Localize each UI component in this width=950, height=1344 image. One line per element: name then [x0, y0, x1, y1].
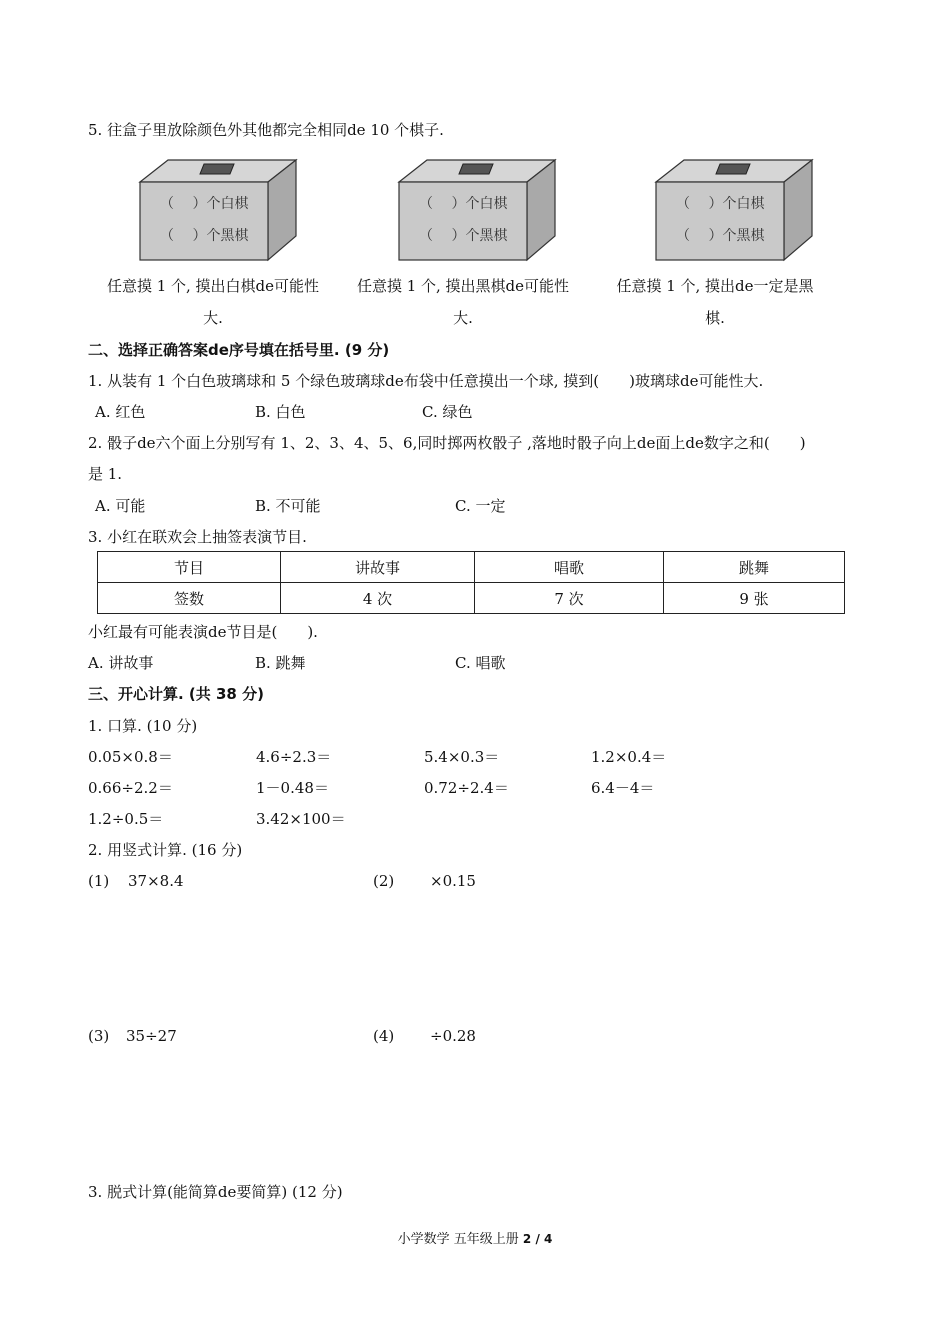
oral-item: 0.72÷2.4＝	[424, 779, 509, 797]
s2-q3-text: 3. 小红在联欢会上抽签表演节目.	[88, 528, 307, 546]
box3-white-label: （ ）个白棋	[676, 196, 765, 212]
page-number: 2 / 4	[522, 1232, 553, 1246]
box1-black-label: （ ）个黑棋	[160, 228, 249, 244]
oral-item: 0.66÷2.2＝	[88, 779, 173, 797]
table-row	[98, 583, 845, 614]
box2-caption	[338, 270, 588, 334]
s2-q2-text2: 是 1.	[88, 465, 123, 483]
box2-black-label: （ ）个黑棋	[419, 228, 508, 244]
q5-title: 5. 往盒子里放除颜色外其他都完全相同de 10 个棋子.	[88, 121, 444, 139]
table-cell: 跳舞	[664, 552, 845, 583]
table-cell: 9 张	[664, 583, 845, 614]
page-footer	[0, 1228, 950, 1247]
vertical-item-1-no: (1)	[88, 872, 110, 890]
footer-text: 小学数学 五年级上册	[397, 1232, 519, 1247]
s2-q3-option-a: A. 讲故事	[88, 654, 154, 672]
vertical-item-3-expr: 35÷27	[126, 1027, 177, 1045]
oral-item: 5.4×0.3＝	[424, 748, 500, 766]
section3-heading: 三、开心计算. (共 38 分)	[88, 685, 264, 703]
s2-q3-option-c: C. 唱歌	[455, 654, 506, 672]
s2-q1-option-a: A. 红色	[95, 403, 146, 421]
s2-q2-option-b: B. 不可能	[255, 497, 321, 515]
s2-q2-option-c: C. 一定	[455, 497, 506, 515]
table-cell: 唱歌	[475, 552, 664, 583]
table-cell: 7 次	[475, 583, 664, 614]
box3-black-label: （ ）个黑棋	[676, 228, 765, 244]
table-cell: 节目	[98, 552, 281, 583]
s2-q1-option-c: C. 绿色	[422, 403, 473, 421]
caption-line: 任意摸 1 个, 摸出黑棋de可能性	[356, 277, 570, 295]
section2-heading: 二、选择正确答案de序号填在括号里. (9 分)	[88, 341, 390, 359]
oral-title: 1. 口算. (10 分)	[88, 717, 198, 735]
box3-caption	[590, 270, 840, 334]
caption-line: 棋.	[705, 309, 725, 327]
vertical-item-2-expr: ×0.15	[430, 872, 476, 890]
step-calc-title: 3. 脱式计算(能简算de要简算) (12 分)	[88, 1183, 343, 1201]
s2-q1-text: 1. 从装有 1 个白色玻璃球和 5 个绿色玻璃球de布袋中任意摸出一个球, 摸到( )玻璃球de可能性大.	[88, 372, 764, 390]
table-row	[98, 552, 845, 583]
caption-line: 大.	[453, 309, 473, 327]
draw-table	[97, 551, 845, 614]
oral-item: 4.6÷2.3＝	[256, 748, 332, 766]
oral-item: 3.42×100＝	[256, 810, 346, 828]
s2-q1-option-b: B. 白色	[255, 403, 306, 421]
vertical-item-2-no: (2)	[373, 872, 395, 890]
vertical-item-4-no: (4)	[373, 1027, 395, 1045]
vertical-item-1-expr: 37×8.4	[128, 872, 184, 890]
box2-white-label: （ ）个白棋	[419, 196, 508, 212]
vertical-title: 2. 用竖式计算. (16 分)	[88, 841, 243, 859]
s2-q2-option-a: A. 可能	[95, 497, 146, 515]
caption-line: 任意摸 1 个, 摸出de一定是黑	[616, 277, 814, 295]
oral-item: 1－0.48＝	[256, 779, 329, 797]
box1-white-label: （ ）个白棋	[160, 196, 249, 212]
table-cell: 讲故事	[281, 552, 475, 583]
vertical-item-3-no: (3)	[88, 1027, 110, 1045]
oral-item: 0.05×0.8＝	[88, 748, 173, 766]
s2-q3-option-b: B. 跳舞	[255, 654, 306, 672]
caption-line: 任意摸 1 个, 摸出白棋de可能性	[106, 277, 320, 295]
table-cell: 签数	[98, 583, 281, 614]
s2-q3-question: 小红最有可能表演de节目是( ).	[88, 623, 318, 641]
box1-caption	[88, 270, 338, 334]
table-cell: 4 次	[281, 583, 475, 614]
oral-item: 1.2×0.4＝	[591, 748, 667, 766]
s2-q2-text: 2. 骰子de六个面上分别写有 1、2、3、4、5、6,同时掷两枚骰子 ,落地时骰子向上de面上de数字之和( )	[88, 434, 806, 452]
oral-item: 6.4－4＝	[591, 779, 655, 797]
caption-line: 大.	[203, 309, 223, 327]
vertical-item-4-expr: ÷0.28	[430, 1027, 476, 1045]
oral-item: 1.2÷0.5＝	[88, 810, 164, 828]
